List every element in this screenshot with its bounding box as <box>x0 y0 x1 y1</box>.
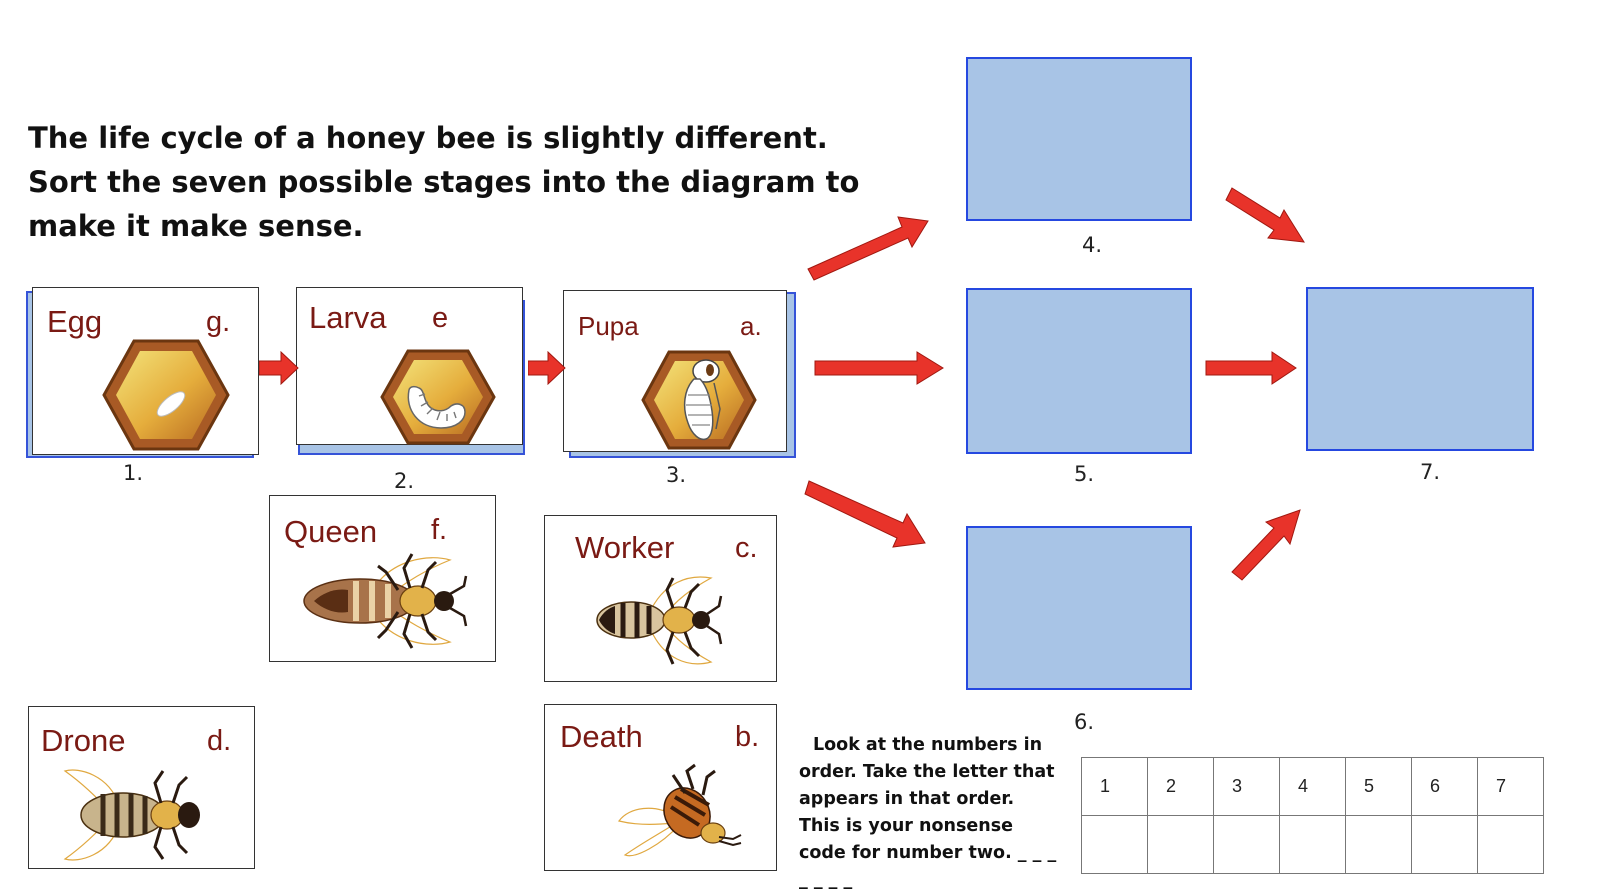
larva-label: Larva <box>309 300 387 335</box>
worker-bee-icon <box>593 570 733 670</box>
drone-card[interactable] <box>28 706 255 869</box>
code-answer-cell-2[interactable] <box>1148 816 1214 874</box>
queen-letter: f. <box>431 514 448 546</box>
pupa-card[interactable] <box>563 290 787 452</box>
pupa-cell-icon <box>640 349 758 451</box>
queen-card[interactable] <box>269 495 496 662</box>
drone-label: Drone <box>41 723 126 758</box>
code-header-cell: 2 <box>1148 758 1214 816</box>
arrow-5-to-7 <box>1204 350 1298 386</box>
stage-slot-4[interactable] <box>966 57 1192 221</box>
egg-letter: g. <box>206 306 231 338</box>
code-header-cell: 3 <box>1214 758 1280 816</box>
queen-bee-icon <box>300 548 470 658</box>
code-header-cell: 5 <box>1346 758 1412 816</box>
code-answer-cell-1[interactable] <box>1082 816 1148 874</box>
death-letter: b. <box>735 721 760 753</box>
arrow-pupa-to-6 <box>803 477 933 557</box>
arrow-egg-to-larva <box>259 351 299 385</box>
code-table-header-row <box>1082 758 1544 816</box>
code-instructions: Look at the numbers in order. Take the letter that appears in that order. This is your nonsense code for number two. _ _ _ _ _ _ _ <box>799 735 1057 890</box>
stage-number-5: 5. <box>1074 462 1095 486</box>
arrow-4-to-7 <box>1224 184 1310 248</box>
pupa-label: Pupa <box>578 311 639 341</box>
stage-number-7: 7. <box>1420 460 1441 484</box>
stage-slot-7[interactable] <box>1306 287 1534 451</box>
code-header-cell: 6 <box>1412 758 1478 816</box>
code-answer-cell-6[interactable] <box>1412 816 1478 874</box>
instruction-heading: The life cycle of a honey bee is slightly different. Sort the seven possible stages into the diagram to make it make sense. <box>28 121 860 243</box>
drone-bee-icon <box>59 765 209 865</box>
death-label: Death <box>560 719 643 754</box>
stage-slot-6[interactable] <box>966 526 1192 690</box>
stage-slot-5[interactable] <box>966 288 1192 454</box>
stage-number-2: 2. <box>394 469 415 493</box>
arrow-6-to-7 <box>1228 506 1304 582</box>
code-table-answer-row <box>1082 816 1544 874</box>
egg-cell-icon <box>101 338 231 453</box>
dead-bee-icon <box>615 763 745 868</box>
stage-number-3: 3. <box>666 463 687 487</box>
code-answer-cell-4[interactable] <box>1280 816 1346 874</box>
stage-number-4: 4. <box>1082 233 1103 257</box>
egg-card[interactable] <box>32 287 259 455</box>
larva-card[interactable] <box>296 287 523 445</box>
queen-label: Queen <box>284 514 378 549</box>
death-card[interactable] <box>544 704 777 871</box>
code-answer-cell-7[interactable] <box>1478 816 1544 874</box>
egg-label: Egg <box>47 304 103 339</box>
worker-card[interactable] <box>544 515 777 682</box>
drone-letter: d. <box>207 725 232 757</box>
worker-label: Worker <box>575 530 675 565</box>
stage-number-6: 6. <box>1074 710 1095 734</box>
code-header-cell: 4 <box>1280 758 1346 816</box>
code-table <box>1081 757 1544 874</box>
arrow-pupa-to-5 <box>813 350 945 386</box>
code-answer-cell-5[interactable] <box>1346 816 1412 874</box>
code-header-cell: 1 <box>1082 758 1148 816</box>
pupa-letter: a. <box>740 311 762 341</box>
larva-cell-icon <box>379 348 497 446</box>
arrow-pupa-to-4 <box>804 205 934 285</box>
larva-letter: e <box>432 302 449 334</box>
worker-letter: c. <box>735 532 758 564</box>
stage-number-1: 1. <box>123 461 144 485</box>
arrow-larva-to-pupa <box>528 351 566 385</box>
code-answer-cell-3[interactable] <box>1214 816 1280 874</box>
code-header-cell: 7 <box>1478 758 1544 816</box>
